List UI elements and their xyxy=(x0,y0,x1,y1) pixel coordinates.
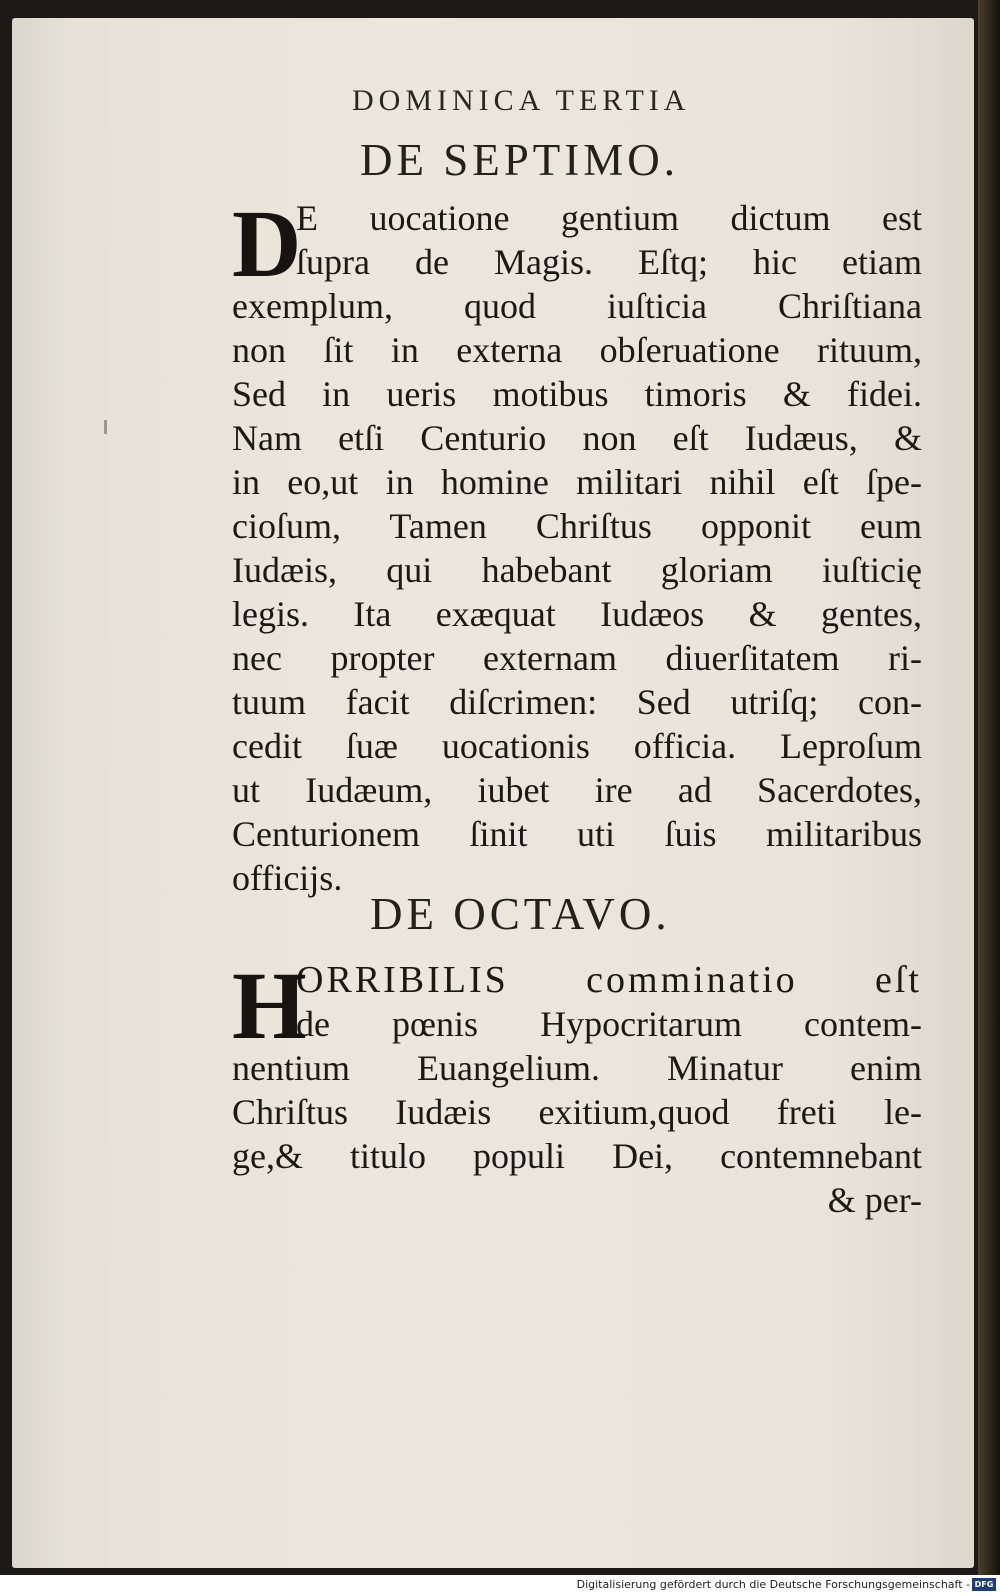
text-line: officijs. xyxy=(232,858,343,898)
text-line: in eo,ut in homine militari nihil eſt ſpe- xyxy=(232,462,922,502)
text-line: ut Iudæum, iubet ire ad Sacerdotes, xyxy=(232,770,922,810)
text-line: tuum facit diſcrimen: Sed utriſq; con- xyxy=(232,682,922,722)
dropcap-d: D xyxy=(232,190,302,297)
text-line: Centurionem ſinit uti ſuis militaribus xyxy=(232,814,922,854)
text-line: E uocatione gentium dictum est xyxy=(296,198,922,238)
dfg-logo: DFG xyxy=(972,1578,996,1591)
catchword: & per- xyxy=(827,1180,922,1220)
section-heading-septimo: DE SEPTIMO. xyxy=(360,135,680,185)
text-line: de pœnis Hypocritarum contem- xyxy=(296,1004,922,1044)
text-line: ge,& titulo populi Dei, contemnebant xyxy=(232,1136,922,1176)
text-line: Sed in ueris motibus timoris & fidei. xyxy=(232,374,922,414)
section-heading-octavo: DE OCTAVO. xyxy=(370,889,671,939)
text-line: Iudæis, qui habebant gloriam iuſticię xyxy=(232,550,922,590)
text-line: cioſum, Tamen Chriſtus opponit eum xyxy=(232,506,922,546)
text-line: exemplum, quod iuſticia Chriſtiana xyxy=(232,286,922,326)
paragraph-septimo xyxy=(232,190,922,900)
text-line: nec propter externam diuerſitatem ri- xyxy=(232,638,922,678)
text-line: nentium Euangelium. Minatur enim xyxy=(232,1048,922,1088)
dropcap-h: H xyxy=(232,952,307,1059)
paragraph-octavo xyxy=(232,952,922,1222)
text-line: non ſit in externa obſeruatione rituum, xyxy=(232,330,922,370)
book-edge xyxy=(978,0,1000,1575)
funding-credit: Digitalisierung gefördert durch die Deutsche Forschungsgemeinschaft - xyxy=(576,1578,970,1591)
text-line: cedit ſuæ uocationis officia. Leproſum xyxy=(232,726,922,766)
text-line: Chriſtus Iudæis exitium,quod freti le- xyxy=(232,1092,922,1132)
text-line: legis. Ita exæquat Iudæos & gentes, xyxy=(232,594,922,634)
text-line: ORRIBILIS comminatio eſt xyxy=(296,959,922,1001)
margin-mark xyxy=(104,420,107,434)
text-line: ſupra de Magis. Eſtq; hic etiam xyxy=(296,242,922,282)
running-head: DOMINICA TERTIA xyxy=(352,84,691,117)
text-line: Nam etſi Centurio non eſt Iudæus, & xyxy=(232,418,922,458)
